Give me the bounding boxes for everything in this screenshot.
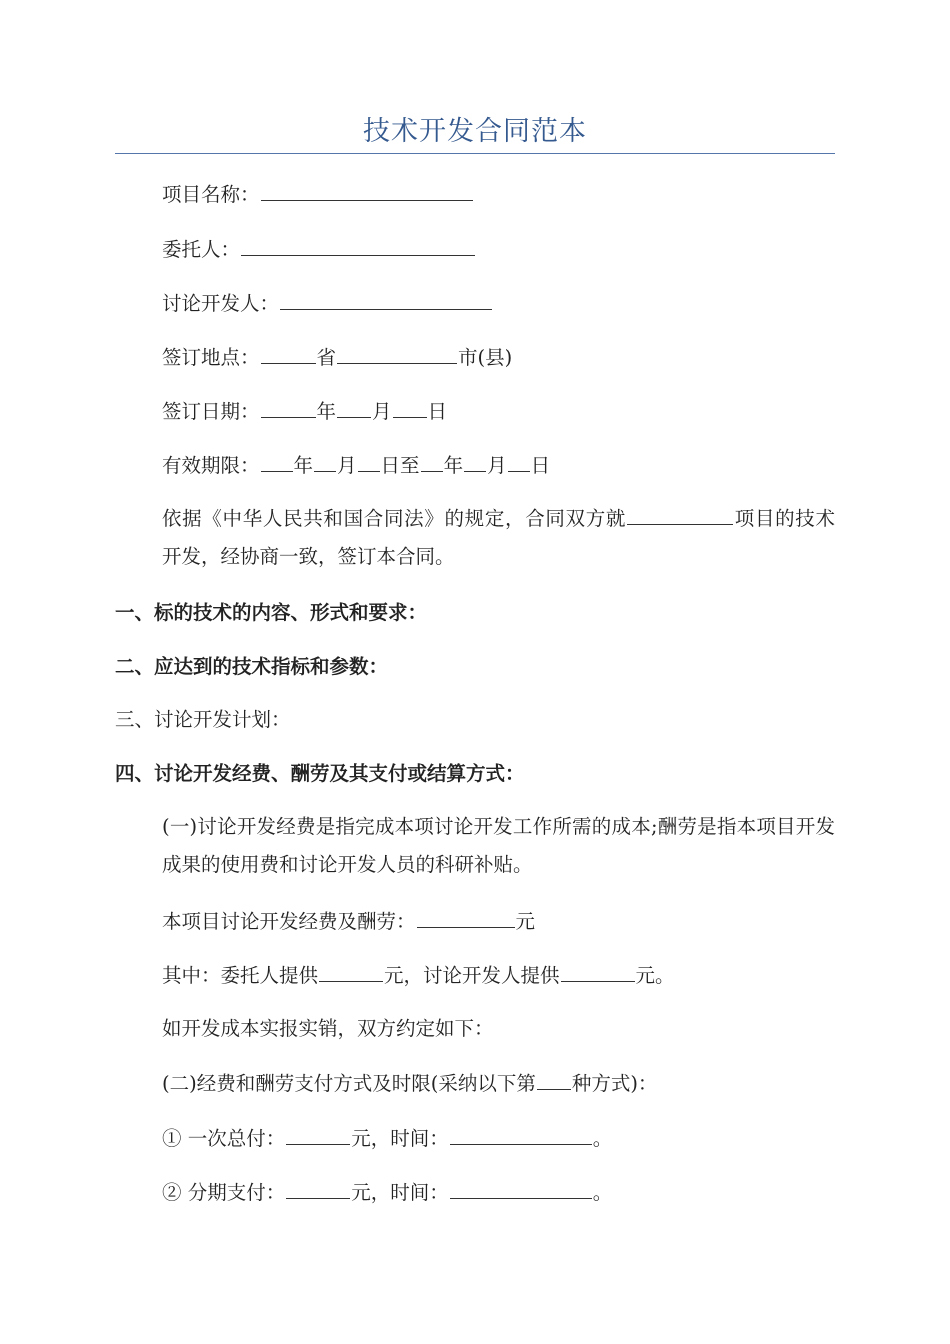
intro-project-blank[interactable] — [627, 504, 733, 525]
section-2-heading: 二、应达到的技术指标和参数： — [115, 655, 389, 678]
clause-2-line — [115, 1069, 835, 1098]
fee-line — [115, 907, 835, 936]
option-1-label: ① 一次总付： — [162, 1127, 286, 1150]
option-1-period: 。 — [592, 1127, 613, 1150]
installment-amount-blank[interactable] — [286, 1178, 350, 1199]
section-1-heading: 一、标的技术的内容、形式和要求： — [115, 601, 428, 624]
option-1-line — [115, 1124, 835, 1153]
developer-label: 讨论开发人： — [162, 292, 280, 315]
client-fee-blank[interactable] — [319, 961, 383, 982]
to-month-label: 月 — [487, 454, 507, 477]
option-2-label: ② 分期支付： — [162, 1181, 286, 1204]
to-year-label: 年 — [443, 454, 464, 477]
client-label: 委托人： — [162, 238, 241, 261]
fee-split-developer-label: 元，讨论开发人提供 — [384, 964, 560, 987]
fee-label: 本项目讨论开发经费及酬劳： — [162, 910, 416, 933]
validity-line — [115, 451, 835, 480]
from-day-blank[interactable] — [358, 451, 380, 472]
fee-blank[interactable] — [417, 907, 515, 928]
intro-text-start: 依据《中华人民共和国合同法》的规定，合同双方就 — [162, 507, 627, 530]
payment-method-blank[interactable] — [537, 1069, 571, 1090]
project-name-line — [115, 180, 835, 209]
from-month-label: 月 — [337, 454, 357, 477]
clause-2-end: 种方式)： — [571, 1072, 658, 1095]
option-2-time-label: 元，时间： — [351, 1181, 449, 1204]
sign-place-label: 签订地点： — [162, 346, 260, 369]
fee-split-end: 元。 — [635, 964, 675, 987]
sign-day-blank[interactable] — [393, 397, 427, 418]
intro-text-end: 项目的技术开发，经协商一致，签订本合同。 — [162, 507, 835, 568]
lump-sum-time-blank[interactable] — [450, 1124, 592, 1145]
sign-year-blank[interactable] — [261, 397, 316, 418]
year-label: 年 — [316, 400, 337, 423]
intro-paragraph — [115, 500, 835, 576]
option-1-time-label: 元，时间： — [351, 1127, 449, 1150]
installment-time-blank[interactable] — [450, 1178, 592, 1199]
sign-place-line — [115, 343, 835, 372]
from-month-blank[interactable] — [314, 451, 336, 472]
sign-date-line — [115, 397, 835, 426]
clause-2-label: (二)经费和酬劳支付方式及时限(采纳以下第 — [162, 1072, 536, 1095]
title-underline — [115, 153, 835, 154]
to-year-blank[interactable] — [421, 451, 443, 472]
client-blank[interactable] — [241, 235, 475, 256]
from-year-label: 年 — [293, 454, 314, 477]
to-month-blank[interactable] — [464, 451, 486, 472]
validity-to-label: 日至 — [380, 454, 420, 477]
developer-line — [115, 289, 835, 318]
to-day-label: 日 — [530, 454, 551, 477]
province-blank[interactable] — [261, 343, 316, 364]
option-2-line — [115, 1178, 835, 1207]
fee-unit: 元 — [515, 910, 536, 933]
section-4-heading: 四、讨论开发经费、酬劳及其支付或结算方式： — [115, 762, 525, 785]
document-title: 技术开发合同范本 — [363, 116, 587, 147]
day-label: 日 — [427, 400, 448, 423]
developer-blank[interactable] — [280, 289, 492, 310]
from-year-blank[interactable] — [261, 451, 293, 472]
validity-label: 有效期限： — [162, 454, 260, 477]
province-label: 省 — [316, 346, 337, 369]
developer-fee-blank[interactable] — [561, 961, 635, 982]
fee-split-line — [115, 961, 835, 990]
project-name-label: 项目名称： — [162, 183, 260, 206]
lump-sum-amount-blank[interactable] — [286, 1124, 350, 1145]
fee-split-client-label: 其中：委托人提供 — [162, 964, 319, 987]
section-3-heading: 三、讨论开发计划： — [115, 708, 291, 731]
to-day-blank[interactable] — [508, 451, 530, 472]
city-label: 市(县) — [458, 346, 513, 369]
sign-date-label: 签订日期： — [162, 400, 260, 423]
actual-cost-line: 如开发成本实报实销，双方约定如下： — [162, 1017, 494, 1040]
client-line — [115, 235, 835, 264]
clause-1-paragraph: (一)讨论开发经费是指完成本项讨论开发工作所需的成本;酬劳是指本项目开发成果的使用费和讨论开发人员的科研补贴。 — [162, 815, 835, 876]
project-name-blank[interactable] — [261, 180, 473, 201]
month-label: 月 — [372, 400, 392, 423]
city-blank[interactable] — [337, 343, 457, 364]
option-2-period: 。 — [592, 1181, 613, 1204]
sign-month-blank[interactable] — [337, 397, 371, 418]
